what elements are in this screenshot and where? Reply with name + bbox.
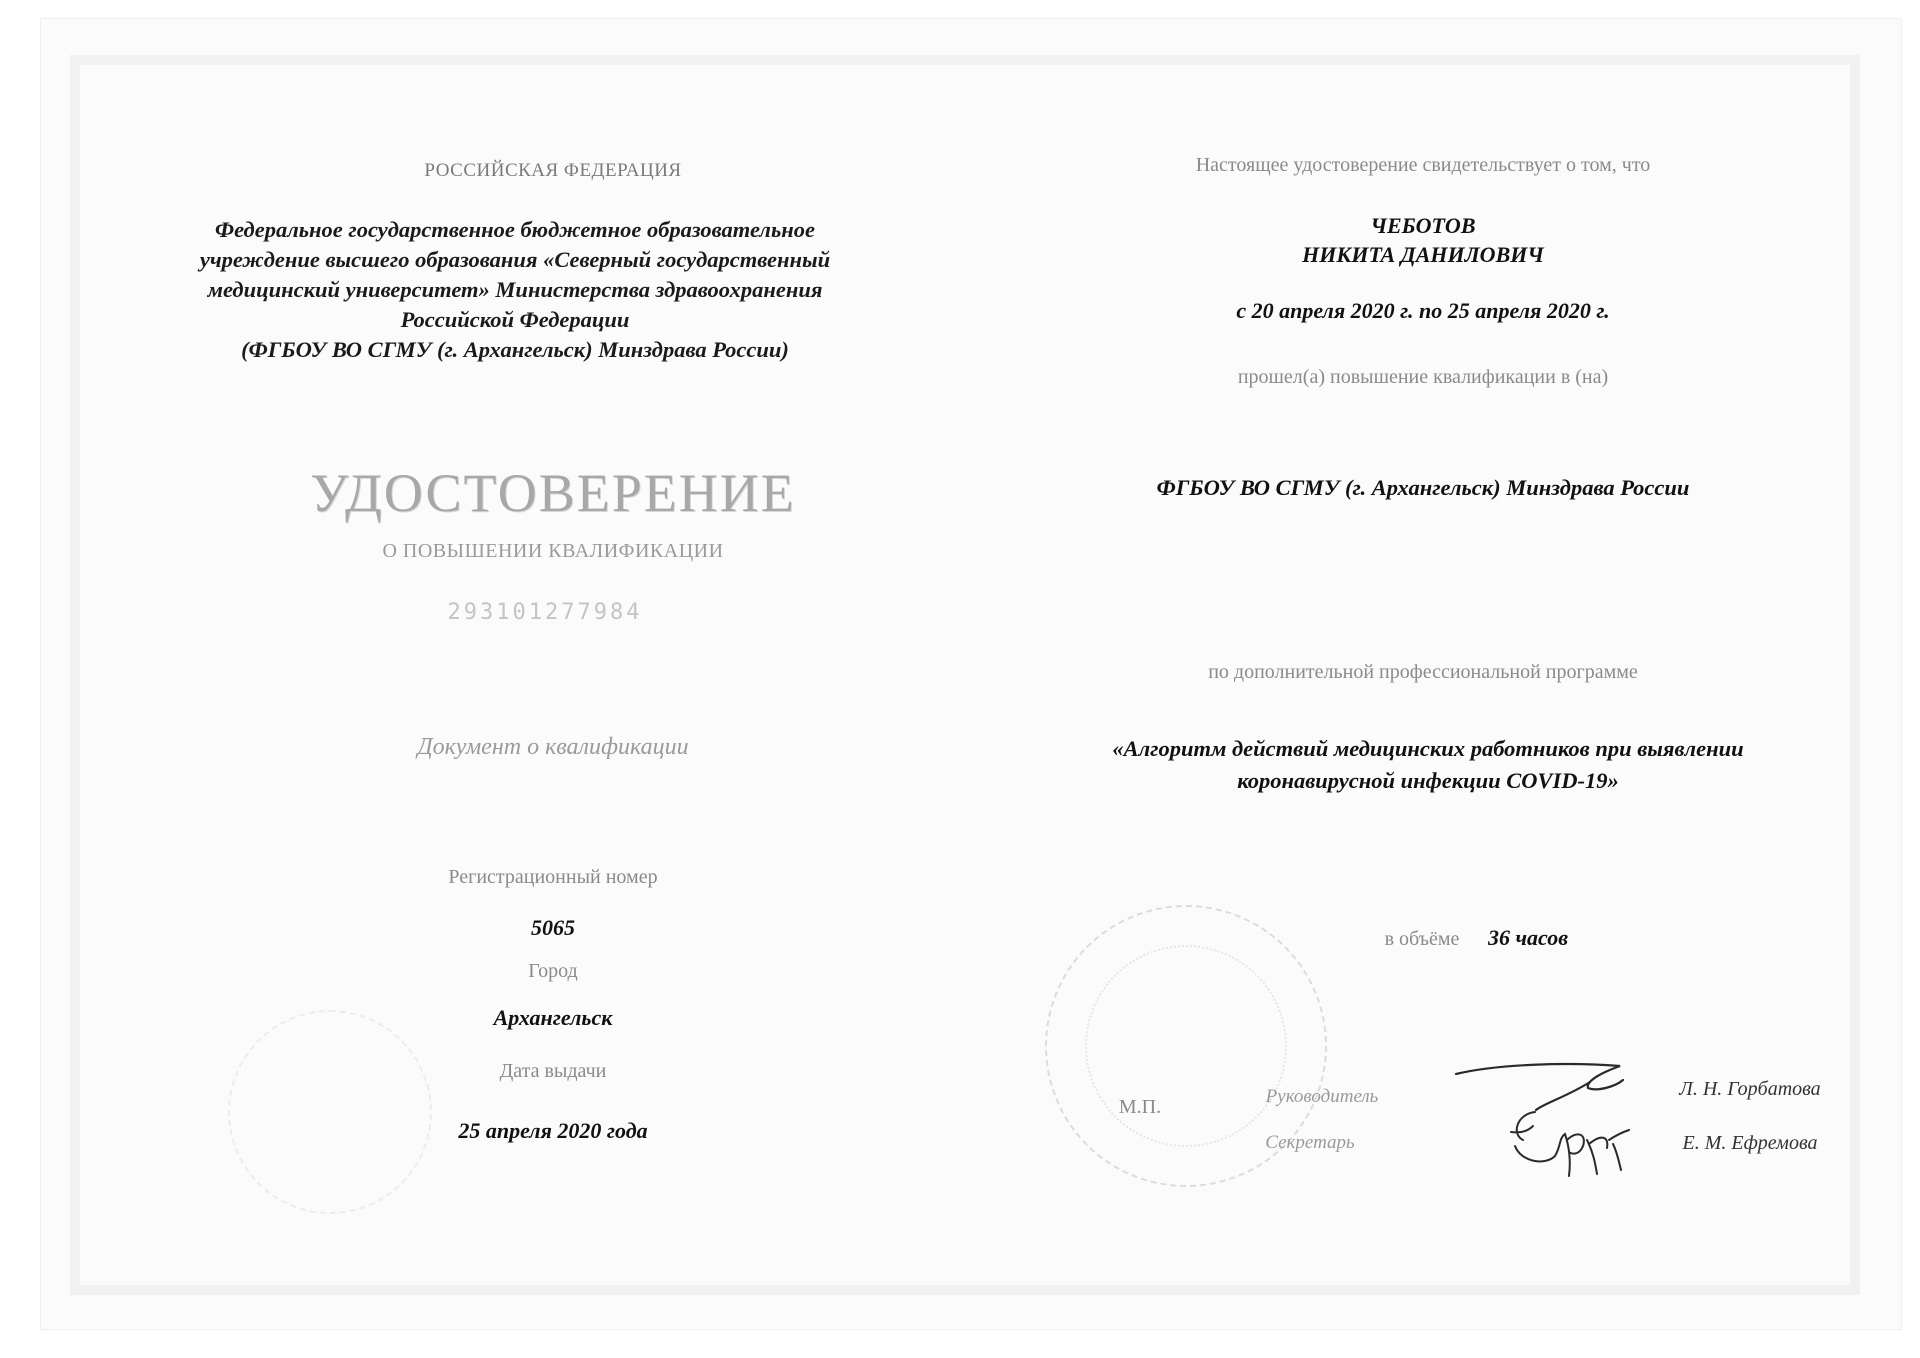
registration-number-value: 5065 <box>531 915 575 940</box>
intro-text: Настоящее удостоверение свидетельствует о том, что <box>1195 154 1651 176</box>
program-name-line: «Алгоритм действий медицинских работников при выявлении <box>1112 736 1744 761</box>
training-period: с 20 апреля 2020 г. по 25 апреля 2020 г. <box>1236 298 1610 323</box>
document-serial-number: 293101277984 <box>447 600 643 625</box>
city-value: Архангельск <box>493 1005 613 1030</box>
head-name: Л. Н. Горбатова <box>1679 1078 1821 1100</box>
volume-value: 36 часов <box>1487 925 1569 950</box>
country-heading: РОССИЙСКАЯ ФЕДЕРАЦИЯ <box>424 160 682 181</box>
institution-name <box>145 215 885 365</box>
issue-date-value: 25 апреля 2020 года <box>458 1118 648 1143</box>
training-organization: ФГБОУ ВО СГМУ (г. Архангельск) Минздрава России <box>1156 475 1690 500</box>
institution-line: (ФГБОУ ВО СГМУ (г. Архангельск) Минздрава России) <box>241 337 789 362</box>
head-role: Руководитель <box>1265 1086 1379 1107</box>
holder-given-names: НИКИТА ДАНИЛОВИЧ <box>1302 242 1544 267</box>
passed-training-text: прошел(а) повышение квалификации в (на) <box>1237 366 1609 388</box>
program-name-line: коронавирусной инфекции COVID-19» <box>1237 768 1619 793</box>
program-label: по дополнительной профессиональной программе <box>1208 661 1638 683</box>
institution-line: медицинский университет» Министерства здравоохранения <box>207 277 823 302</box>
registration-number-label: Регистрационный номер <box>448 866 658 888</box>
secretary-role: Секретарь <box>1265 1132 1355 1153</box>
institution-line: Российской Федерации <box>400 307 630 332</box>
document-title: УДОСТОВЕРЕНИЕ <box>310 463 796 523</box>
document-kind: Документ о квалификации <box>417 734 689 760</box>
city-label: Город <box>528 960 578 982</box>
secretary-name: Е. М. Ефремова <box>1682 1132 1818 1154</box>
institution-line: учреждение высшего образования «Северный государственный <box>199 247 831 272</box>
institution-line: Федеральное государственное бюджетное образовательное <box>215 217 815 242</box>
secretary-signature <box>1505 1100 1635 1180</box>
issue-date-label: Дата выдачи <box>499 1060 607 1082</box>
volume-label: в объёме <box>1384 928 1460 950</box>
holder-surname: ЧЕБОТОВ <box>1370 213 1476 238</box>
document-subtitle: О ПОВЫШЕНИИ КВАЛИФИКАЦИИ <box>382 540 724 562</box>
left-seal-ghost <box>228 1010 432 1214</box>
official-seal-inner <box>1085 945 1287 1147</box>
program-name <box>1048 733 1808 797</box>
stamp-label: М.П. <box>1118 1096 1162 1118</box>
